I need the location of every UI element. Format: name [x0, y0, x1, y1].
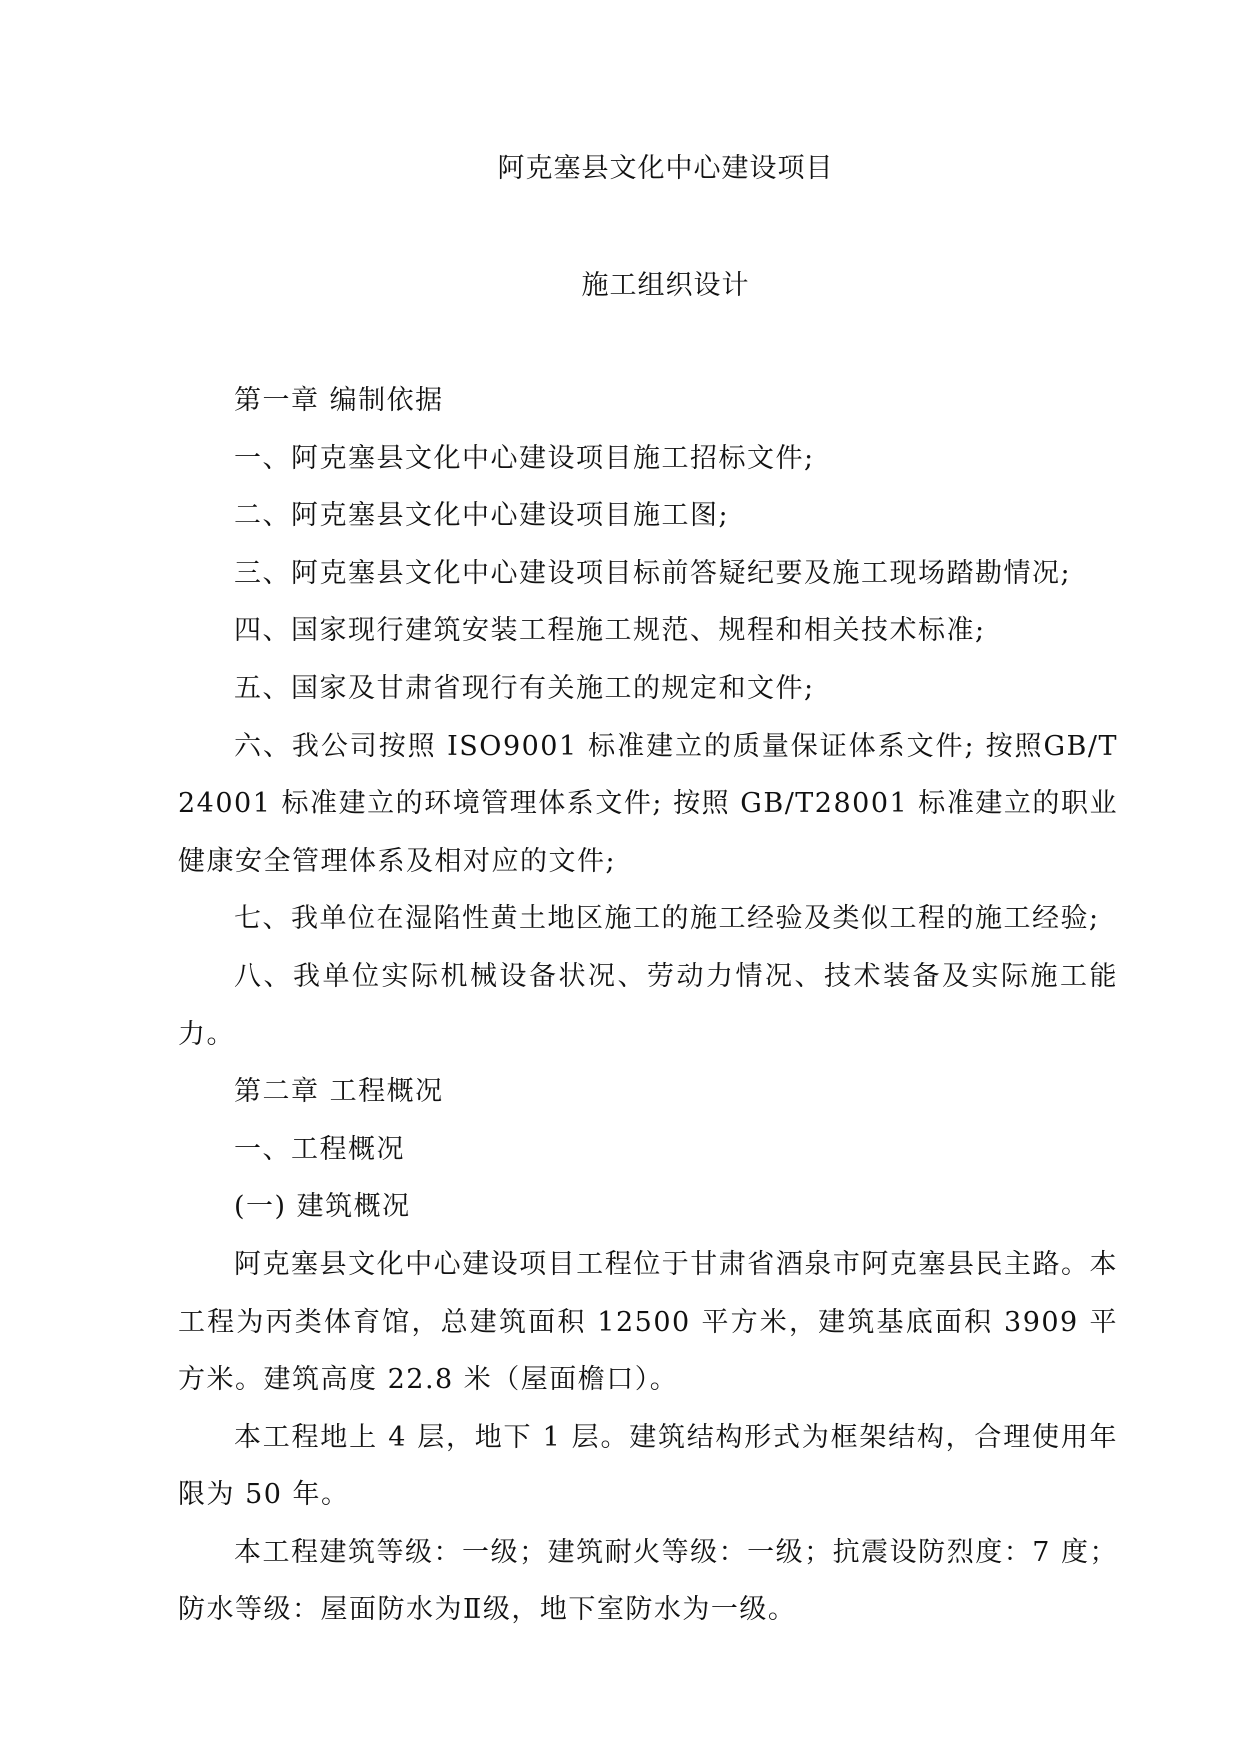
subsection-1-heading: (一) 建筑概况: [234, 1191, 411, 1223]
chapter-1-heading: 第一章 编制依据: [234, 385, 444, 416]
section-1-heading: 一、工程概况: [234, 1133, 405, 1165]
chapter-2-heading: 第二章 工程概况: [234, 1076, 444, 1108]
basis-item-8: 八、我单位实际机械设备状况、劳动力情况、技术装备及实际施工能力。: [178, 960, 1118, 1050]
basis-item-5: 五、国家及甘肃省现行有关施工的规定和文件;: [234, 672, 815, 704]
basis-item-3: 三、阿克塞县文化中心建设项目标前答疑纪要及施工现场踏勘情况;: [234, 557, 1072, 589]
basis-item-6: 六、我公司按照 ISO9001 标准建立的质量保证体系文件; 按照GB/T24001 标准建立的环境管理体系文件; 按照 GB/T28001 标准建立的职业健康安全管理体系及相对应的文件;: [178, 730, 1118, 877]
document-subtitle: 施工组织设计: [581, 270, 750, 301]
overview-paragraph-2: 本工程地上 4 层，地下 1 层。建筑结构形式为框架结构，合理使用年限为 50 年。: [178, 1421, 1118, 1511]
basis-item-2: 二、阿克塞县文化中心建设项目施工图;: [234, 500, 730, 532]
basis-item-1: 一、阿克塞县文化中心建设项目施工招标文件;: [234, 442, 815, 474]
document-body: [178, 372, 1118, 1639]
basis-item-7: 七、我单位在湿陷性黄土地区施工的施工经验及类似工程的施工经验;: [234, 903, 1100, 935]
overview-paragraph-1: 阿克塞县文化中心建设项目工程位于甘肃省酒泉市阿克塞县民主路。本工程为丙类体育馆，总建筑面积 12500 平方米，建筑基底面积 3909 平方米。建筑高度 22.8 米（屋面檐口）。: [178, 1248, 1118, 1396]
document-title: 阿克塞县文化中心建设项目: [497, 153, 834, 184]
overview-paragraph-3: 本工程建筑等级：一级；建筑耐火等级：一级；抗震设防烈度：7 度；防水等级：屋面防水为Ⅱ级，地下室防水为一级。: [178, 1536, 1118, 1626]
basis-item-4: 四、国家现行建筑安装工程施工规范、规程和相关技术标准;: [234, 615, 986, 647]
